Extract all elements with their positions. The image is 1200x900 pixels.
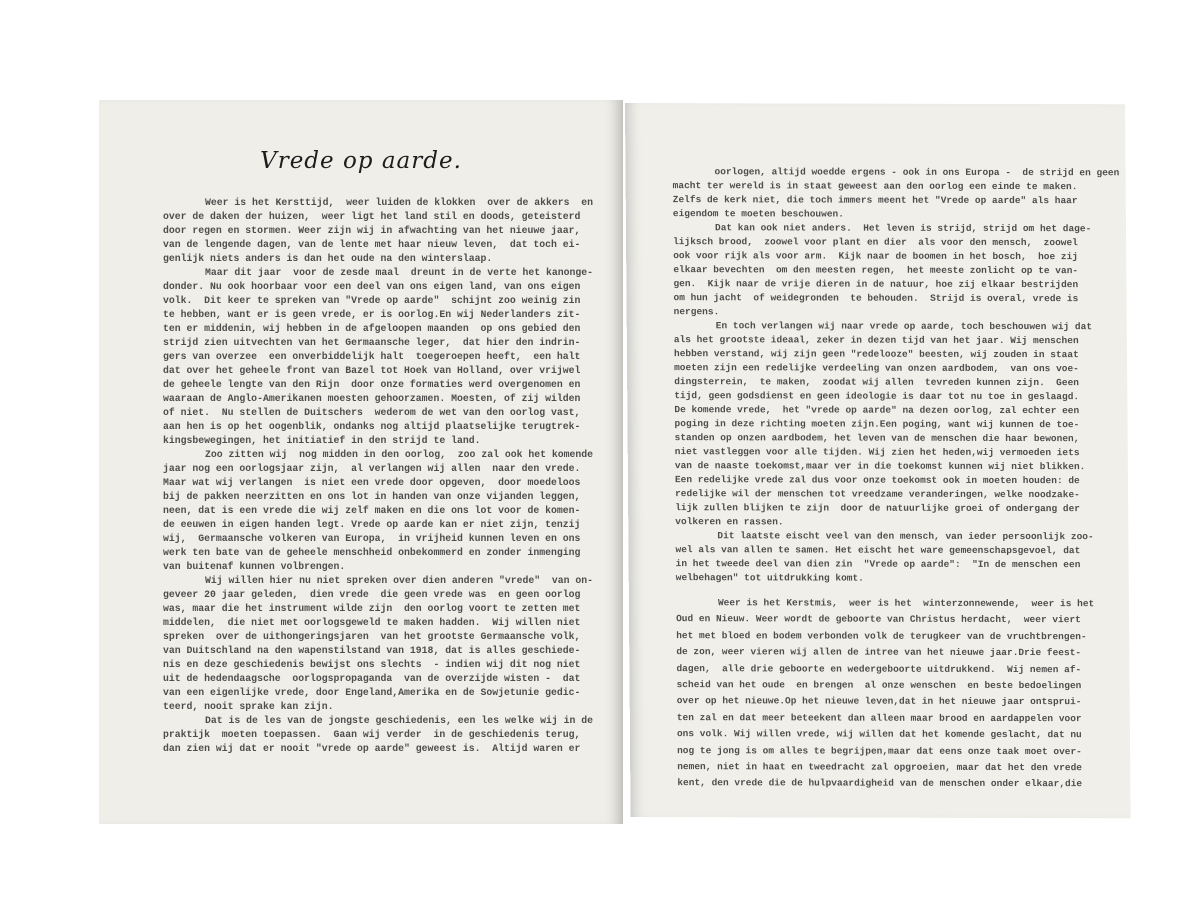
text-line: volk. Dit keer te spreken van "Vrede op aarde" schijnt zoo weinig zin xyxy=(163,295,581,306)
text-line: de geheele lengte van den Rijn door onze formaties werd overgenomen en xyxy=(163,379,581,390)
text-line: eigendom te moeten beschouwen. xyxy=(672,208,844,220)
text-line: dingsterrein, te maken, zoodat wij allen tevreden kunnen zijn. Geen xyxy=(674,376,1080,389)
text-line: kingsbewegingen, het initiatief in den strijd te land. xyxy=(163,435,481,446)
paragraph xyxy=(676,595,1124,793)
text-line: over de daken der huizen, weer ligt het land stil en doods, geteisterd xyxy=(163,211,581,222)
text-line: van buitenaf kunnen volbrengen. xyxy=(163,561,346,572)
text-line: jaar nog een oorlogsjaar zijn, al verlangen wij allen naar den vrede. xyxy=(163,463,581,474)
paragraph xyxy=(163,196,593,266)
text-line: was, maar die het instrument wilde zijn den oorlog voort te zetten met xyxy=(163,603,581,614)
text-line: dan zien wij dat er nooit "vrede op aarde" geweest is. Altijd waren er xyxy=(163,743,581,754)
text-line: niet vastleggen voor alle tijden. Wij zien het heden,wij vermoeden iets xyxy=(674,446,1080,459)
paragraph xyxy=(672,165,1119,222)
text-line: macht ter wereld is in staat geweest aan den oorlog een einde te maken. xyxy=(672,180,1078,193)
text-line: nog te jong is om alles te begrijpen,maar dat eens onze taak moet over- xyxy=(677,744,1082,757)
text-line: Oud en Nieuw. Weer wordt de geboorte van Christus herdacht, weer viert xyxy=(676,613,1081,626)
text-line: of niet. Nu stellen de Duitschers wederom de wet van den oorlog vast, xyxy=(163,407,581,418)
text-line: welbehagen" tot uitdrukking komt. xyxy=(675,572,864,584)
text-line: van de lengende dagen, van de lente met haar nieuw leven, dat toch ei- xyxy=(163,239,581,250)
text-line: van de naaste toekomst,maar ver in die toekomst kunnen wij niet blikken. xyxy=(674,460,1086,473)
text-line: nergens. xyxy=(673,306,720,318)
text-line: donder. Nu ook hoorbaar voor een deel van ons eigen land, van ons eigen xyxy=(163,281,581,292)
right-page xyxy=(625,103,1131,818)
text-line: de eeuwen in eigen handen legt. Vrede op aarde kan er niet zijn, tenzij xyxy=(163,519,581,530)
text-line: als het grootste ideaal, zeker in dezen tijd van het jaar. Wij menschen xyxy=(673,334,1079,347)
paragraph xyxy=(673,221,1121,320)
text-line: over op het nieuwe.Op het nieuwe leven,dat in het nieuwe jaar ontsprui- xyxy=(676,695,1082,708)
text-line: werk ten bate van de geheele menschheid onbekommerd en zonder inmenging xyxy=(163,547,581,558)
text-line: De komende vrede, het "vrede op aarde" na dezen oorlog, zal echter een xyxy=(674,404,1080,417)
paragraph xyxy=(163,714,593,756)
text-line: Zoo zitten wij nog midden in den oorlog, zoo zal ook het komende xyxy=(205,449,594,460)
text-line: Weer is het Kersttijd, weer luiden de klokken over de akkers en xyxy=(205,197,594,208)
text-line: lijk zullen blijken te zijn door de natuurlijke groei of ondergang der xyxy=(675,502,1081,515)
text-line: nemen, niet in haat en tweedracht zal opgroeien, maar dat het den vrede xyxy=(677,761,1083,774)
text-line: Dit laatste eischt veel van den mensch, van ieder persoonlijk zoo- xyxy=(717,530,1094,543)
text-line: ook voor rijk als voor arm. Kijk naar de boomen in het bosch, hoe zij xyxy=(673,250,1079,263)
text-line: om hun jacht of weidegronden te behouden. Strijd is overal, vrede is xyxy=(673,292,1079,305)
paragraph xyxy=(675,529,1122,586)
text-line: ons volk. Wij willen vrede, wij willen dat het komende geslacht, dat nu xyxy=(676,728,1082,741)
paragraph xyxy=(163,266,593,448)
text-line: gers van overzee een onverbiddelijk halt toegeroepen heeft, een halt xyxy=(163,351,581,362)
paragraph xyxy=(674,319,1122,530)
text-line: praktijk moeten toepassen. Gaan wij verder in de geschiedenis terug, xyxy=(163,729,581,740)
text-line: Maar dit jaar voor de zesde maal dreunt in de verte het kanonge- xyxy=(205,267,594,278)
text-line: genlijk niets anders is dan het oude na den winterslaap. xyxy=(163,253,493,264)
text-line: in het tweede deel van dien zin "Vrede op aarde": "In de menschen een xyxy=(675,558,1081,571)
text-line: hebben verstand, wij zijn geen "redelooze" beesten, wij zouden in staat xyxy=(673,348,1079,361)
text-line: oorlogen, altijd woedde ergens - ook in ons Europa - de strijd en geen xyxy=(714,166,1120,179)
text-line: uit de hedendaagsche oorlogspropaganda van de overzijde wisten - dat xyxy=(163,673,581,684)
text-line: wel als van allen te samen. Het eischt het ware gemeenschapsgevoel, dat xyxy=(675,544,1081,557)
text-line: poging in deze richting moeten zijn.Een poging, want wij kunnen de toe- xyxy=(674,418,1080,431)
text-line: Zelfs de kerk niet, die toch immers meent het "Vrede op aarde" als haar xyxy=(672,194,1078,207)
right-page-body xyxy=(672,165,1124,793)
text-line: scheid van het oude en brengen al onze wenschen en beste bedoelingen xyxy=(676,679,1082,692)
text-line: redelijke wil der menschen tot vreedzame veranderingen, welke noodzake- xyxy=(675,488,1080,501)
document-title: Vrede op aarde. xyxy=(260,148,462,174)
text-line: teerd, nooit sprake kan zijn. xyxy=(163,701,334,712)
text-line: door regen en stormen. Weer zijn wij in afwachting van het nieuwe jaar, xyxy=(163,225,581,236)
text-line: ten zal en dat meer beteekent dan alleen maar brood en aardappelen voor xyxy=(676,711,1082,724)
text-line: het met bloed en bodem verbonden volk de terugkeer van de vruchtbrengen- xyxy=(676,629,1087,642)
text-line: En toch verlangen wij naar vrede op aarde, toch beschouwen wij dat xyxy=(715,320,1093,333)
text-line: volkeren en rassen. xyxy=(675,516,784,528)
left-page xyxy=(99,100,623,824)
text-line: waaraan de Anglo-Amerikanen moesten gehoorzamen. Moesten, of zij wilden xyxy=(163,393,581,404)
text-line: van een eigenlijke vrede, door Engeland,Amerika en de Sowjetunie gedic- xyxy=(163,687,581,698)
text-line: wij, Germaansche volkeren van Europa, in vrijheid kunnen leven en ons xyxy=(163,533,581,544)
text-line: tijd, geen godsdienst en geen ideologie is daar tot nu toe in geslaagd. xyxy=(674,390,1080,403)
text-line: nis en deze geschiedenis bewijst ons slechts - indien wij dit nog niet xyxy=(163,659,581,670)
left-page-body xyxy=(163,196,593,756)
text-line: Weer is het Kerstmis, weer is het winterzonnewende, weer is het xyxy=(717,597,1095,610)
text-line: moeten zijn een redelijke verdeeling van onzen aardbodem, van ons voe- xyxy=(674,362,1079,375)
text-line: lijksch brood, zoowel voor plant en dier als voor den mensch, zoowel xyxy=(673,236,1078,249)
text-line: bij de pakken neerzitten en ons lot in handen van onze vijanden leggen, xyxy=(163,491,581,502)
text-line: ten er middenin, wij hebben in de afgeloopen maanden op ons gebied den xyxy=(163,323,581,334)
text-line: neen, dat is een vrede die wij zelf maken en die ons lot voor de komen- xyxy=(163,505,581,516)
text-line: de zon, weer vieren wij allen de intree van het nieuwe jaar.Drie feest- xyxy=(676,646,1082,659)
text-line: Wij willen hier nu niet spreken over dien anderen "vrede" van on- xyxy=(205,575,594,586)
paragraph xyxy=(163,574,593,714)
text-line: kent, den vrede die de hulpvaardigheid van de menschen onder elkaar,die xyxy=(677,777,1083,790)
text-line: dagen, alle drie geboorte en wedergeboorte uitdrukkend. Wij nemen af- xyxy=(676,662,1082,675)
text-line: dat over het geheele front van Bazel tot Hoek van Holland, over vrijwel xyxy=(163,365,581,376)
text-line: standen op onzen aardbodem, het leven van de menschen die haar bewonen, xyxy=(674,432,1080,445)
text-line: spreken over de uithongeringsjaren van het grootste Germaansche volk, xyxy=(163,631,581,642)
text-line: Een redelijke vrede zal dus voor onze toekomst ook in moeten houden: de xyxy=(674,474,1080,487)
text-line: Dat kan ook niet anders. Het leven is strijd, strijd om het dage- xyxy=(714,222,1092,235)
text-line: Maar wat wij verlangen is niet een vrede door opgeven, door moedeloos xyxy=(163,477,581,488)
text-line: te hebben, want er is geen vrede, er is oorlog.En wij Nederlanders zit- xyxy=(163,309,581,320)
text-line: van Duitschland na den wapenstilstand van 1918, dat is alles geschiede- xyxy=(163,645,581,656)
text-line: elkaar bevechten om den meesten regen, het meeste zonlicht op te van- xyxy=(673,264,1079,277)
text-line: middelen, die niet met oorlogsgeweld te maken hadden. Wij willen niet xyxy=(163,617,581,628)
text-line: geveer 20 jaar geleden, dien vrede die geen vrede was en geen oorlog xyxy=(163,589,581,600)
text-line: aan hen is op het oogenblik, ondanks nog altijd plaatselijke terugtrek- xyxy=(163,421,581,432)
text-line: Dat is de les van de jongste geschiedenis, een les welke wij in de xyxy=(205,715,594,726)
text-line: strijd zien uitvechten van het Germaansche leger, dat hier den indrin- xyxy=(163,337,581,348)
paragraph xyxy=(163,448,593,574)
text-line: gen. Kijk naar de vrije dieren in de natuur, hoe zij elkaar bestrijden xyxy=(673,278,1079,291)
